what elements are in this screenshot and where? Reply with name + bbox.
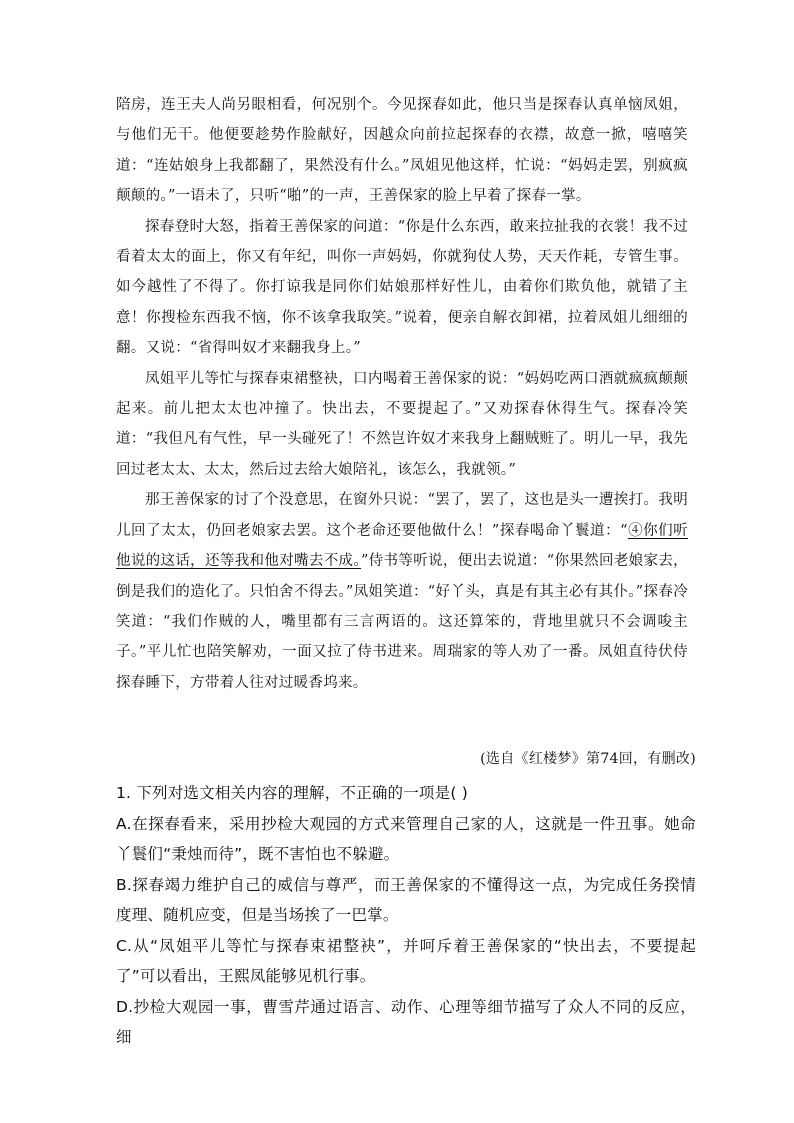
paragraph-2: 探春登时大怒，指着王善保家的问道：“你是什么东西，敢来拉扯我的衣裳！我不过看着太太的面上，你又有年纪，叫你一声妈妈，你就狗仗人势，天天作耗，专管生事。如今越性了不得了。你打谅我是同你们姑娘那样好性儿，由着你们欺负他，就错了主意！你搜检东西我不恼，你不该拿我取笑。”说着，便亲自解衣卸裙，拉着凤姐儿细细的翻。又说：“省得叫奴才来翻我身上。”	[116, 218, 688, 357]
question-block	[116, 778, 696, 1053]
source-citation: (选自《红楼梦》第74回，有删改)	[480, 751, 696, 767]
option-a: A.在探春看来，采用抄检大观园的方式来管理自己家的人，这就是一件丑事。她命丫鬟们“秉烛而待”，既不害怕也不躲避。	[116, 814, 696, 863]
option-d: D.抄检大观园一事，曹雪芹通过语言、动作、心理等细节描写了众人不同的反应，细	[116, 997, 696, 1046]
paragraph-1: 陪房，连王夫人尚另眼相看，何况别个。今见探春如此，他只当是探春认真单恼凤姐，与他们无干。他便要趁势作脸献好，因越众向前拉起探春的衣襟，故意一掀，嘻嘻笑道：“连姑娘身上我都翻了，果然没有什么。”凤姐见他这样，忙说：“妈妈走罢，别疯疯颠颠的。”一语未了，只听“啪”的一声，王善保家的脸上早着了探春一掌。	[116, 97, 688, 205]
paragraph-3: 凤姐平儿等忙与探春束裙整袂，口内喝着王善保家的说：“妈妈吃两口酒就疯疯颠颠起来。前儿把太太也冲撞了。快出去，不要提起了。”又劝探春休得生气。探春冷笑道：“我但凡有气性，早一头碰死了！不然岂许奴才来我身上翻贼赃了。明儿一早，我先回过老太太、太太，然后过去给大娘陪礼，该怎么，我就领。”	[116, 370, 688, 478]
paragraph-4-part-b: ”侍书等听说，便出去说道：“你果然回老娘家去，倒是我们的造化了。只怕舍不得去。”凤姐笑道：“好丫头，真是有其主必有其仆。”探春冷笑道：“我们作贼的人，嘴里都有三言两语的。这还算笨的，背地里就只不会调唆主子。”平儿忙也陪笑解劝，一面又拉了侍书进来。周瑞家的等人劝了一番。凤姐直待伏侍探春睡下，方带着人往对过暖香坞来。	[116, 553, 688, 691]
option-c: C.从“凤姐平儿等忙与探春束裙整袂”，并呵斥着王善保家的“快出去，不要提起了”可以看出，王熙凤能够见机行事。	[116, 936, 696, 985]
passage-text	[116, 90, 688, 698]
option-b: B.探春竭力维护自己的威信与尊严，而王善保家的不懂得这一点，为完成任务揆情度理、随机应变，但是当场挨了一巴掌。	[116, 875, 696, 924]
underlined-sentence-4: ④你们听他说的这话，还等我和他对嘴去不成。	[116, 522, 689, 570]
question-stem: 1. 下列对选文相关内容的理解，不正确的一项是( )	[116, 784, 468, 802]
paragraph-4	[116, 485, 688, 698]
paragraph-4-part-a: 那王善保家的讨了个没意思，在窗外只说：“罢了，罢了，这也是头一遭挨打。我明儿回了太太，仍回老娘家去罢。这个老命还要他做什么！”探春喝命丫鬟道：“	[116, 492, 688, 539]
